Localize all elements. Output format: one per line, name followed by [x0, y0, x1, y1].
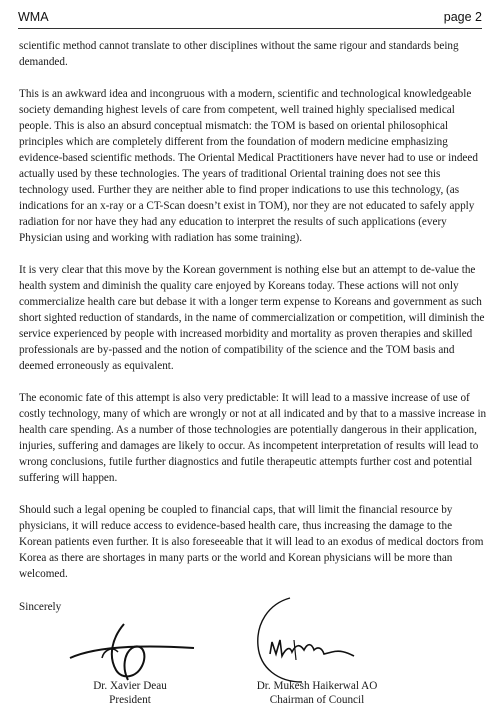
signatory-2 [232, 679, 402, 707]
signature-1-image [62, 618, 202, 688]
signatory-1 [60, 679, 200, 707]
paragraph: scientific method cannot translate to other disciplines without the same rigour and standards being demanded. [19, 40, 459, 68]
page-header [18, 8, 482, 29]
paragraph: Should such a legal opening be coupled to financial caps, that will limit the financial resource by physicians, it will reduce access to evidence-based health care, thus increasing the damage to the Korean patients even further. It is also foreseeable that it will lead to an exodus of medical doctors from Korea as there are shortages in many parts or the world and Korean physicians will be more than welcomed. [19, 504, 484, 580]
header-page-number: page 2 [443, 10, 482, 24]
paragraph: This is an awkward idea and incongruous with a modern, scientific and technological knowledgeable society demanding highest levels of care from competent, well trained highly specialised medical people. This is also an absurd conceptual mismatch: the TOM is based on oriental philosophical principles which are completely different from the foundation of modern medicine emphasizing evidence-based scientific methods. The Oriental Medical Practitioners have never had to use or indeed actually used by these technologies. The years of traditional Oriental training does not see this technology used. Further they are neither able to find proper indications to use this technology, (as indications for an x-ray or a CT-Scan doesn’t exist in TOM), nor they are not educated to safely apply radiation for nor have they had any education to interpret the results of such applications (every Physician using and working with radiation has some training). [19, 88, 478, 244]
header-org: WMA [18, 10, 49, 24]
letter-body [19, 38, 487, 598]
signatory-title: President [109, 694, 151, 706]
signature-2-image [250, 594, 370, 686]
paragraph: It is very clear that this move by the Korean government is nothing else but an attempt to de-value the health system and diminish the quality care enjoyed by Koreans today. These actions will not only commercialize health care but debase it with a longer term expense to Koreans and government as such short sighted reduction of standards, in the name of commercialization or competition, will diminish the service experienced by people with increased morbidity and mortality as proven therapies and skilled professionals are by-passed and the notion of compatibility of the science and the TOM basis and deemed erroneously as equivalent. [19, 264, 485, 372]
signatory-name: Dr. Xavier Deau [93, 680, 167, 692]
signatory-title: Chairman of Council [269, 694, 365, 706]
signatory-name: Dr. Mukesh Haikerwal AO [256, 680, 378, 692]
closing-salutation: Sincerely [19, 601, 62, 613]
paragraph: The economic fate of this attempt is also very predictable: It will lead to a massive increase of use of costly technology, many of which are wrongly or not at all indicated and by that to a massive increase in health care spending. As a number of those technologies are potentially dangerous in their application, injuries, suffering and damages are likely to occur. As incompetent interpretation of results will lead to wrong conclusions, futile further diagnostics and futile therapeutic attempts further cost and potential suffering will happen. [19, 392, 487, 484]
